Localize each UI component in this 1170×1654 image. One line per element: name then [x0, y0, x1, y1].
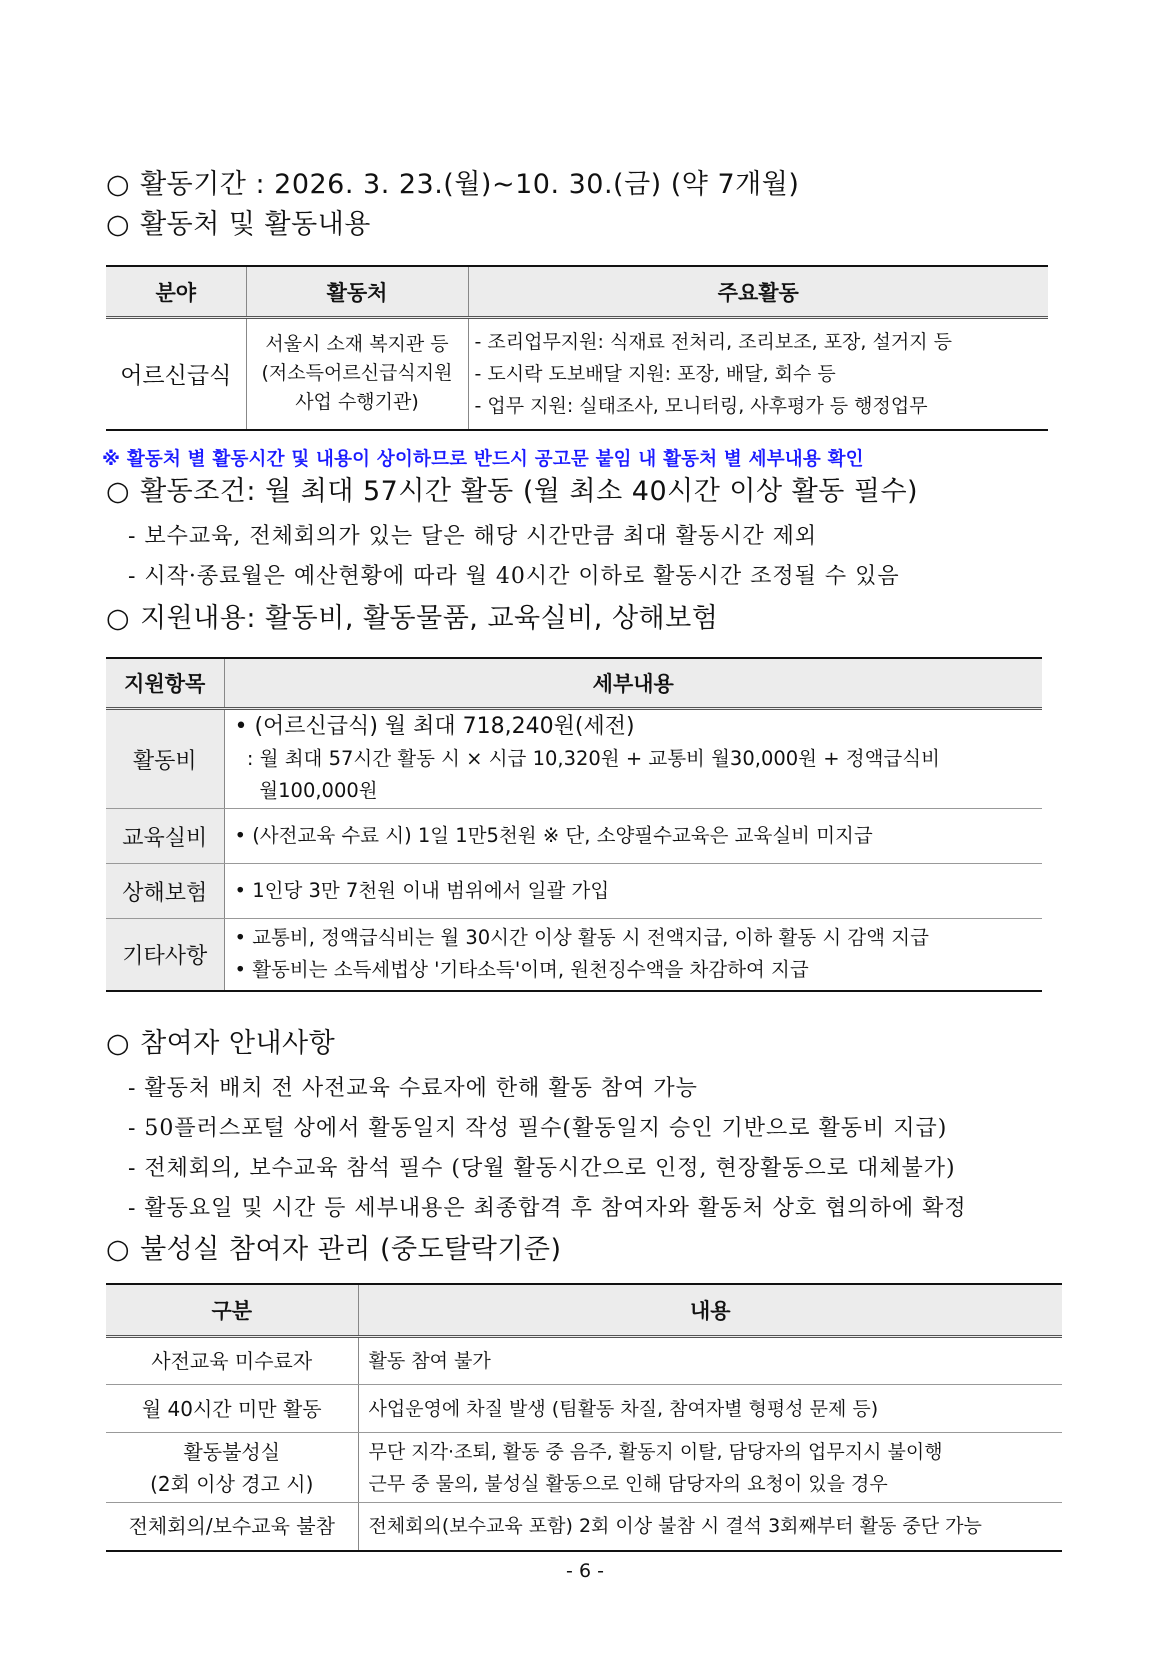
content-line: 근무 중 물의, 불성실 활동으로 인해 담당자의 요청이 있을 경우	[368, 1472, 888, 1495]
header-content: 내용	[358, 1284, 1062, 1337]
section-support	[106, 601, 718, 637]
criteria-content	[358, 1433, 1062, 1503]
support-item: 상해보험	[106, 864, 224, 919]
criteria-category	[106, 1385, 358, 1433]
support-item: 교육실비	[106, 809, 224, 864]
table-row	[106, 318, 1048, 430]
table-header-row	[106, 658, 1042, 709]
detail-line: 월100,000원	[234, 779, 378, 802]
header-item: 지원항목	[106, 658, 224, 709]
detail-line: : 월 최대 57시간 활동 시 × 시급 10,320원 + 교통비 월30,000원 + 정액급식비	[234, 747, 940, 770]
section-text: 활동기간 : 2026. 3. 23.(월)~10. 30.(금) (약 7개월)	[140, 169, 800, 200]
criteria-content	[358, 1503, 1062, 1551]
condition-item: - 시작·종료월은 예산현황에 따라 월 40시간 이하로 활동시간 조정될 수 있음	[128, 564, 900, 589]
criteria-content	[358, 1385, 1062, 1433]
support-detail	[224, 809, 1042, 864]
guide-item: - 활동처 배치 전 사전교육 수료자에 한해 활동 참여 가능	[128, 1076, 698, 1101]
circle-bullet: ○	[106, 603, 131, 634]
detail-line: • 활동비는 소득세법상 '기타소득'이며, 원천징수액을 차감하여 지급	[234, 958, 809, 982]
content-line: 전체회의(보수교육 포함) 2회 이상 불참 시 결석 3회째부터 활동 중단 가능	[368, 1515, 982, 1538]
content-line: 사업운영에 차질 발생 (팀활동 차질, 참여자별 형평성 문제 등)	[368, 1397, 879, 1420]
section-text: 지원내용: 활동비, 활동물품, 교육실비, 상해보험	[140, 603, 719, 634]
activity-place-table	[106, 265, 1048, 431]
criteria-content	[358, 1337, 1062, 1385]
category-line: 월 40시간 미만 활동	[141, 1396, 322, 1421]
section-text: 활동조건: 월 최대 57시간 활동 (월 최소 40시간 이상 활동 필수)	[140, 476, 919, 507]
support-detail	[224, 919, 1042, 991]
section-activity-period	[106, 167, 799, 203]
category-line: 활동불성실	[183, 1439, 281, 1464]
detail-line: • (사전교육 수료 시) 1일 1만5천원 ※ 단, 소양필수교육은 교육실비 미지급	[234, 824, 873, 847]
category-line: 사전교육 미수료자	[151, 1349, 313, 1373]
support-item: 활동비	[106, 709, 224, 809]
circle-bullet: ○	[106, 476, 131, 507]
criteria-category	[106, 1337, 358, 1385]
table-header-row	[106, 266, 1048, 318]
page-number: - 6 -	[566, 1560, 604, 1582]
guide-item: - 전체회의, 보수교육 참석 필수 (당월 활동시간으로 인정, 현장활동으로 대체불가)	[128, 1156, 956, 1181]
place-line: 사업 수행기관)	[295, 391, 419, 414]
section-participant-guide	[106, 1026, 335, 1062]
section-activity-conditions	[106, 474, 918, 510]
content-line: 무단 지각·조퇴, 활동 중 음주, 활동지 이탈, 담당자의 업무지시 불이행	[368, 1440, 943, 1463]
support-detail	[224, 864, 1042, 919]
notice-text: ※ 활동처 별 활동시간 및 내용이 상이하므로 반드시 공고문 붙임 내 활동처 별 세부내용 확인	[102, 449, 864, 470]
content-line: 활동 참여 불가	[368, 1350, 491, 1372]
header-activities: 주요활동	[468, 266, 1048, 318]
table-row	[106, 709, 1042, 809]
guide-item: - 50플러스포털 상에서 활동일지 작성 필수(활동일지 승인 기반으로 활동비 지급)	[128, 1116, 948, 1141]
detail-line: • 교통비, 정액급식비는 월 30시간 이상 활동 시 전액지급, 이하 활동 시 감액 지급	[234, 926, 929, 950]
category-line: 전체회의/보수교육 불참	[128, 1514, 335, 1539]
activity-line: - 도시락 도보배달 지원: 포장, 배달, 회수 등	[474, 362, 836, 385]
place-line: 서울시 소재 복지관 등	[265, 333, 449, 356]
section-text: 활동처 및 활동내용	[140, 209, 371, 240]
header-place: 활동처	[246, 266, 468, 318]
detail-line: • (어르신급식) 월 최대 718,240원(세전)	[234, 714, 635, 739]
activity-line: - 업무 지원: 실태조사, 모니터링, 사후평가 등 행정업무	[474, 394, 928, 417]
detail-line: • 1인당 3만 7천원 이내 범위에서 일괄 가입	[234, 879, 610, 902]
header-category: 구분	[106, 1284, 358, 1337]
dropout-criteria-table	[106, 1283, 1062, 1552]
activities-cell	[468, 318, 1048, 430]
table-row	[106, 864, 1042, 919]
header-field: 분야	[106, 266, 246, 318]
place-line: (저소득어르신급식지원	[261, 362, 453, 385]
criteria-category	[106, 1433, 358, 1503]
table-row	[106, 809, 1042, 864]
section-dropout-criteria	[106, 1232, 562, 1268]
circle-bullet: ○	[106, 209, 131, 240]
support-table	[106, 657, 1042, 992]
table-row	[106, 1433, 1062, 1503]
table-row	[106, 1503, 1062, 1551]
support-detail	[224, 709, 1042, 809]
guide-item: - 활동요일 및 시간 등 세부내용은 최종합격 후 참여자와 활동처 상호 협의하에 확정	[128, 1196, 967, 1221]
table-header-row	[106, 1284, 1062, 1337]
criteria-category	[106, 1503, 358, 1551]
place-cell	[246, 318, 468, 430]
section-text: 불성실 참여자 관리 (중도탈락기준)	[140, 1234, 562, 1265]
header-detail: 세부내용	[224, 658, 1042, 709]
circle-bullet: ○	[106, 1234, 131, 1265]
section-text: 참여자 안내사항	[140, 1028, 336, 1059]
activity-line: - 조리업무지원: 식재료 전처리, 조리보조, 포장, 설거지 등	[474, 330, 952, 353]
condition-item: - 보수교육, 전체회의가 있는 달은 해당 시간만큼 최대 활동시간 제외	[128, 524, 818, 549]
circle-bullet: ○	[106, 169, 131, 200]
field-cell: 어르신급식	[120, 363, 232, 390]
support-item: 기타사항	[106, 919, 224, 991]
table-row	[106, 1337, 1062, 1385]
section-activity-places	[106, 207, 371, 243]
circle-bullet: ○	[106, 1028, 131, 1059]
table-row	[106, 919, 1042, 991]
table-row	[106, 1385, 1062, 1433]
category-line: (2회 이상 경고 시)	[150, 1471, 314, 1496]
